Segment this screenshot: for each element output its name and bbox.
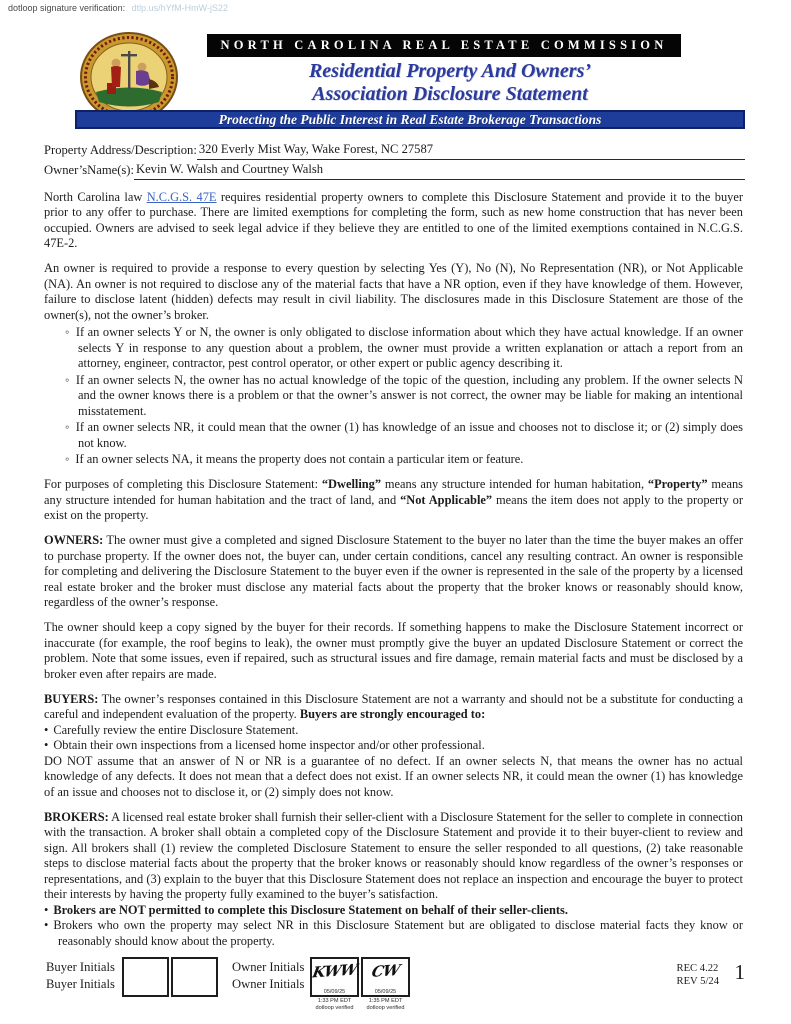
definitions-text: means any structure intended for human habitation and the tract of land, and	[44, 477, 743, 507]
buyer-initials-label: Buyer Initials	[46, 976, 115, 991]
list-item: ◦ If an owner selects NA, it means the property does not contain a particular item or feature.	[44, 452, 743, 468]
buyers-text: The owner’s responses contained in this Disclosure Statement are not a warranty and should not be a substitute for conducting a careful and independent evaluation of the property.	[44, 691, 743, 721]
buyer-initial-box-2[interactable]	[171, 957, 218, 997]
signature-time-1: 1:33 PM EDT	[317, 998, 352, 1004]
signature-date-2: 05/09/25	[374, 989, 397, 995]
paragraph-responses: An owner is required to provide a response to every question by selecting Yes (Y), No (N), No Representation (NR), or Not Applicable (NA). An owner is not required to disclose any of the material facts that have a NR option, even if they have knowledge of them. However, failure to disclose latent (hidden) defects may result in civil liability. The disclosures made in this Disclosure Statement are those of the owner(s), not the owner’s broker.	[44, 261, 743, 322]
owner-initials-labels	[232, 959, 304, 992]
paragraph-buyers	[44, 692, 743, 723]
owner-initials-label: Owner Initials	[232, 960, 305, 974]
rec-number: REC 4.22	[676, 963, 719, 974]
document-body	[44, 190, 743, 950]
signature-initials-2: CW	[370, 961, 401, 981]
signature-meta-2	[361, 998, 410, 1011]
paragraph-law-text-cont: requires residential property owners to complete this Disclosure Statement and provide it to the buyer prior to any offer to purchase. There are limited exemptions for completing the form, such as new home construction that has never been occupied. Owners are advised to seek legal advice if they believe they are entitled to one of the limited exemptions contained in N.C.G.S. 47E-2.	[44, 189, 743, 250]
paragraph-owners	[44, 533, 743, 611]
signature-verified-2: dotloop verified	[366, 1004, 405, 1011]
property-fields	[44, 140, 745, 180]
buyers-bullet-2: • Obtain their own inspections from a licensed home inspector and/or other professional.	[44, 738, 743, 754]
paragraph-keep-copy: The owner should keep a copy signed by the buyer for their records. If something happens to make the Disclosure Statement incorrect or inaccurate (for example, the roof begins to leak), the owner must promptly give the buyer an updated Disclosure Statement or correct the problem. Note that some issues, even if repaired, such as structural issues and fire damage, remain material facts and must be disclosed by a broker even after repairs are made.	[44, 620, 743, 681]
form-title-line1: Residential Property And Owners’	[308, 60, 592, 82]
owner-initial-stamp-2[interactable]	[361, 957, 410, 997]
footer	[46, 954, 745, 1020]
definitions-text: means the item does not apply to the property or exist on the property.	[44, 492, 743, 522]
owner-signature-stamps	[310, 957, 412, 1011]
paragraph-definitions	[44, 477, 743, 524]
response-options-list	[44, 325, 743, 468]
buyer-initials-boxes	[122, 957, 220, 997]
verification-link[interactable]: dtlp.us/hYfM-HmW-jS22	[131, 3, 228, 13]
definitions-text: means any structure intended for human habitation,	[381, 477, 648, 491]
page-number: 1	[734, 960, 745, 984]
buyers-heading: BUYERS:	[44, 691, 99, 706]
signature-verified-1: dotloop verified	[315, 1004, 354, 1011]
term-property: “Property”	[647, 477, 708, 491]
signature-stamp-2	[361, 957, 410, 1011]
commission-banner-text: NORTH CAROLINA REAL ESTATE COMMISSION	[220, 38, 668, 52]
form-title	[190, 60, 710, 106]
paragraph-do-not: DO NOT assume that an answer of N or NR is a guarantee of no defect. If an owner selects N, that means the owner has no actual knowledge of any defects. It does not mean that a defect does not exist. If an owner selects NR, it could mean the owner (1) has knowledge of an issue and chooses not to disclose it, or (2) simply does not know.	[44, 753, 743, 799]
paragraph-law-text: North Carolina law	[44, 189, 147, 204]
form-revision-info	[677, 962, 719, 988]
list-item: ◦ If an owner selects Y or N, the owner is only obligated to disclose information about which they have actual knowledge. If an owner selects Y in response to any question about a problem, the owner must provide a written explanation or attach a report from an attorney, engineer, contractor, pest control operator, or other expert or public agency describing it.	[44, 325, 743, 372]
buyer-initial-box-1[interactable]	[122, 957, 169, 997]
owner-name-label: Owner’sName(s):	[44, 163, 134, 177]
commission-banner	[207, 34, 681, 57]
brokers-bullet-2: • Brokers who own the property may select NR in this Disclosure Statement but are obligated to disclose material facts they know or reasonably should know about the property.	[44, 918, 743, 949]
property-address-label: Property Address/Description:	[44, 143, 197, 157]
brokers-text: A licensed real estate broker shall furnish their seller-client with a Disclosure Statement for the seller to complete in connection with the transaction. A broker shall obtain a completed copy of the Disclosure Statement and provide it to their buyer-client to review and sign. All brokers shall (1) review the completed Disclosure Statement to ensure the seller responded to all questions, (2) take reasonable steps to disclose material facts about the property that the broker knows or reasonably should know regardless of the owner’s responses or representations, and (3) explain to the buyer that this Disclosure Statement does not replace an inspection and encourage the buyer to protect their interests by having the property fully examined to the buyer’s satisfaction.	[44, 809, 743, 901]
owners-text: The owner must give a completed and signed Disclosure Statement to the buyer no later than the time the buyer makes an offer to purchase property. If the owner does not, the buyer can, under certain conditions, cancel any resulting contract. An owner is responsible for completing and delivering the Disclosure Statement to the buyer even if the owner is represented in the sale of the property by a licensed real estate broker and the broker must disclose any material facts about the property that the broker knows or reasonably should know, regardless of the owner’s response.	[44, 533, 743, 609]
signature-meta-1	[310, 998, 359, 1011]
buyer-initials-label: Buyer Initials	[46, 960, 115, 974]
rev-date: REV 5/24	[676, 976, 719, 987]
list-item: ◦ If an owner selects N, the owner has no actual knowledge of the topic of the question, including any problem. If the owner selects N and the owner knows there is a problem or that the owner’s answer is not correct, the owner may be liable for making an intentional misstatement.	[44, 373, 743, 420]
signature-stamp-1	[310, 957, 359, 1011]
motto-banner	[75, 110, 745, 129]
ncgs-47e-link[interactable]: N.C.G.S. 47E	[146, 189, 217, 204]
form-title-line2: Association Disclosure Statement	[312, 83, 588, 105]
list-item: ◦ If an owner selects NR, it could mean that the owner (1) has knowledge of an issue and chooses not to disclose it; or (2) simply does not know.	[44, 420, 743, 451]
buyers-encouraged-text: Buyers are strongly encouraged to:	[299, 707, 486, 721]
owners-heading: OWNERS:	[44, 533, 104, 547]
verification-label: dotloop signature verification:	[8, 3, 126, 13]
paragraph-brokers	[44, 810, 743, 903]
buyer-initials-labels	[46, 959, 115, 992]
signature-time-2: 1:35 PM EDT	[368, 998, 403, 1004]
property-address-value[interactable]: 320 Everly Mist Way, Wake Forest, NC 27587	[197, 140, 745, 160]
owner-name-row	[44, 160, 745, 180]
owner-name-value[interactable]: Kevin W. Walsh and Courtney Walsh	[134, 160, 745, 180]
buyers-bullet-1: • Carefully review the entire Disclosure Statement.	[44, 723, 743, 739]
term-not-applicable: “Not Applicable”	[400, 492, 493, 507]
property-address-row	[44, 140, 745, 160]
signature-initials-1: KWW	[310, 960, 359, 982]
brokers-bullet-1	[44, 903, 743, 919]
owner-initials-label: Owner Initials	[232, 976, 305, 991]
motto-banner-text: Protecting the Public Interest in Real Estate Brokerage Transactions	[218, 111, 602, 127]
term-dwelling: “Dwelling”	[321, 477, 382, 491]
paragraph-law	[44, 190, 743, 252]
header	[0, 0, 791, 134]
owner-initial-stamp-1[interactable]	[310, 957, 359, 997]
brokers-heading: BROKERS:	[44, 809, 109, 824]
definitions-text: For purposes of completing this Disclosure Statement:	[44, 477, 322, 491]
brokers-not-permitted-text: Brokers are NOT permitted to complete this Disclosure Statement on behalf of their seller-clients.	[53, 902, 568, 917]
signature-date-1: 05/09/25	[323, 989, 346, 995]
